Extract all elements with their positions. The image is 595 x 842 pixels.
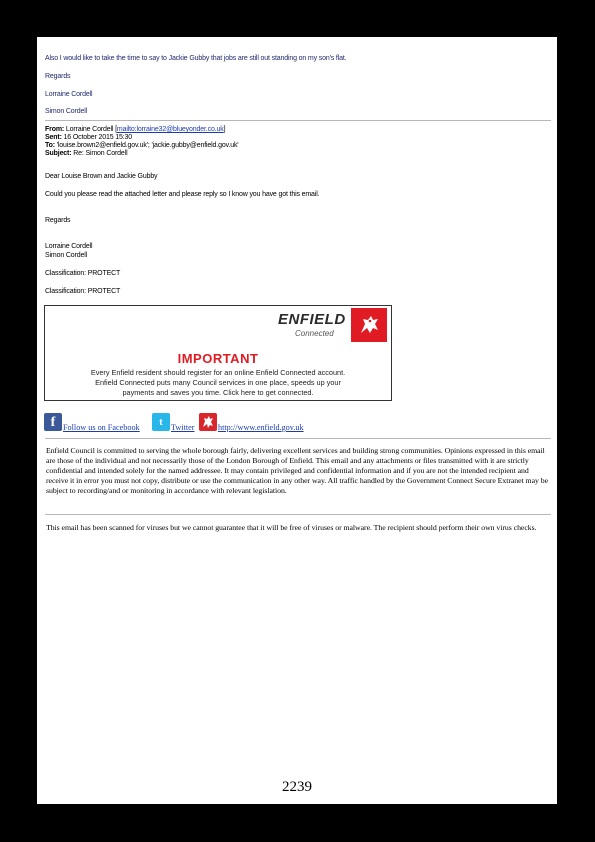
regards-text: Regards — [45, 73, 71, 80]
to-value: 'louise.brown2@enfield.gov.uk'; 'jackie.gubby@enfield.gov.uk' — [56, 142, 239, 149]
enfield-crest-icon[interactable] — [199, 413, 217, 431]
facebook-icon[interactable]: f — [44, 413, 62, 431]
signature-name: Lorraine Cordell — [45, 243, 93, 250]
email-body: Could you please read the attached letter and please reply so I know you have got this email. — [45, 191, 320, 198]
divider — [45, 120, 551, 121]
sent-line — [45, 134, 238, 142]
page-number: 2239 — [282, 779, 312, 795]
twitter-icon[interactable]: t — [152, 413, 170, 431]
banner-text — [45, 368, 391, 398]
regards-text: Regards — [45, 217, 71, 224]
banner-line: Every Enfield resident should register for an online Enfield Connected account. — [90, 368, 346, 377]
signature-name: Simon Cordell — [45, 108, 88, 115]
from-label: From: — [45, 126, 65, 133]
virus-notice: This email has been scanned for viruses but we cannot guarantee that it will be free of viruses or malware. The recipient should perform their own virus checks. — [46, 523, 537, 532]
subject-label: Subject: — [45, 150, 72, 157]
email-header — [45, 126, 238, 158]
facebook-link[interactable]: Follow us on Facebook — [63, 423, 140, 432]
sent-label: Sent: — [45, 134, 62, 141]
to-line — [45, 142, 238, 150]
document-page — [37, 37, 557, 804]
twitter-link[interactable]: Twitter — [171, 423, 195, 432]
divider — [45, 514, 551, 515]
enfield-logo-icon — [351, 308, 387, 342]
signature-name: Simon Cordell — [45, 252, 88, 259]
banner-line: payments and saves you time. Click here to get connected. — [122, 388, 314, 397]
from-line — [45, 126, 238, 134]
signature-name: Lorraine Cordell — [45, 91, 93, 98]
sent-value: 16 October 2015 15:30 — [63, 134, 133, 141]
social-links — [44, 413, 554, 435]
divider — [45, 438, 551, 439]
enfield-connected-banner[interactable] — [44, 305, 392, 401]
from-name: Lorraine Cordell [ — [65, 126, 117, 133]
important-heading: IMPORTANT — [177, 351, 259, 366]
closing-note: Also I would like to take the time to say to Jackie Gubby that jobs are still out standing on my son's flat. — [45, 55, 347, 62]
logo-subtitle: Connected — [295, 329, 334, 338]
website-link[interactable]: http://www.enfield.gov.uk — [218, 423, 304, 432]
from-end: ] — [223, 126, 226, 133]
subject-value: Re: Simon Cordell — [73, 150, 128, 157]
subject-line — [45, 150, 238, 158]
banner-line: Enfield Connected puts many Council services in one place, speeds up your — [95, 378, 341, 387]
logo-wordmark: ENFIELD — [278, 311, 346, 328]
disclaimer-text: Enfield Council is committed to serving the whole borough fairly, delivering excellent services and building strong communities. Opinions expressed in this email are those of the individual and not necessarily those of the London Borough of Enfield. This email and any attachments or files transmitted with it are strictly confidential and intended solely for the named addressee. It may contain privileged and confidential information and if you are not the intended recipient and receive it in error you must not copy, distribute or use the communication in any other way. All traffic handled by the Government Connect Secure Extranet may be subject to recording/and or monitoring in accordance with relevant legislation. — [46, 446, 548, 495]
classification: Classification: PROTECT — [45, 270, 121, 277]
classification: Classification: PROTECT — [45, 288, 121, 295]
greeting: Dear Louise Brown and Jackie Gubby — [45, 173, 158, 180]
to-label: To: — [45, 142, 55, 149]
from-email-link[interactable]: mailto:lorraine32@blueyonder.co.uk — [116, 126, 224, 133]
